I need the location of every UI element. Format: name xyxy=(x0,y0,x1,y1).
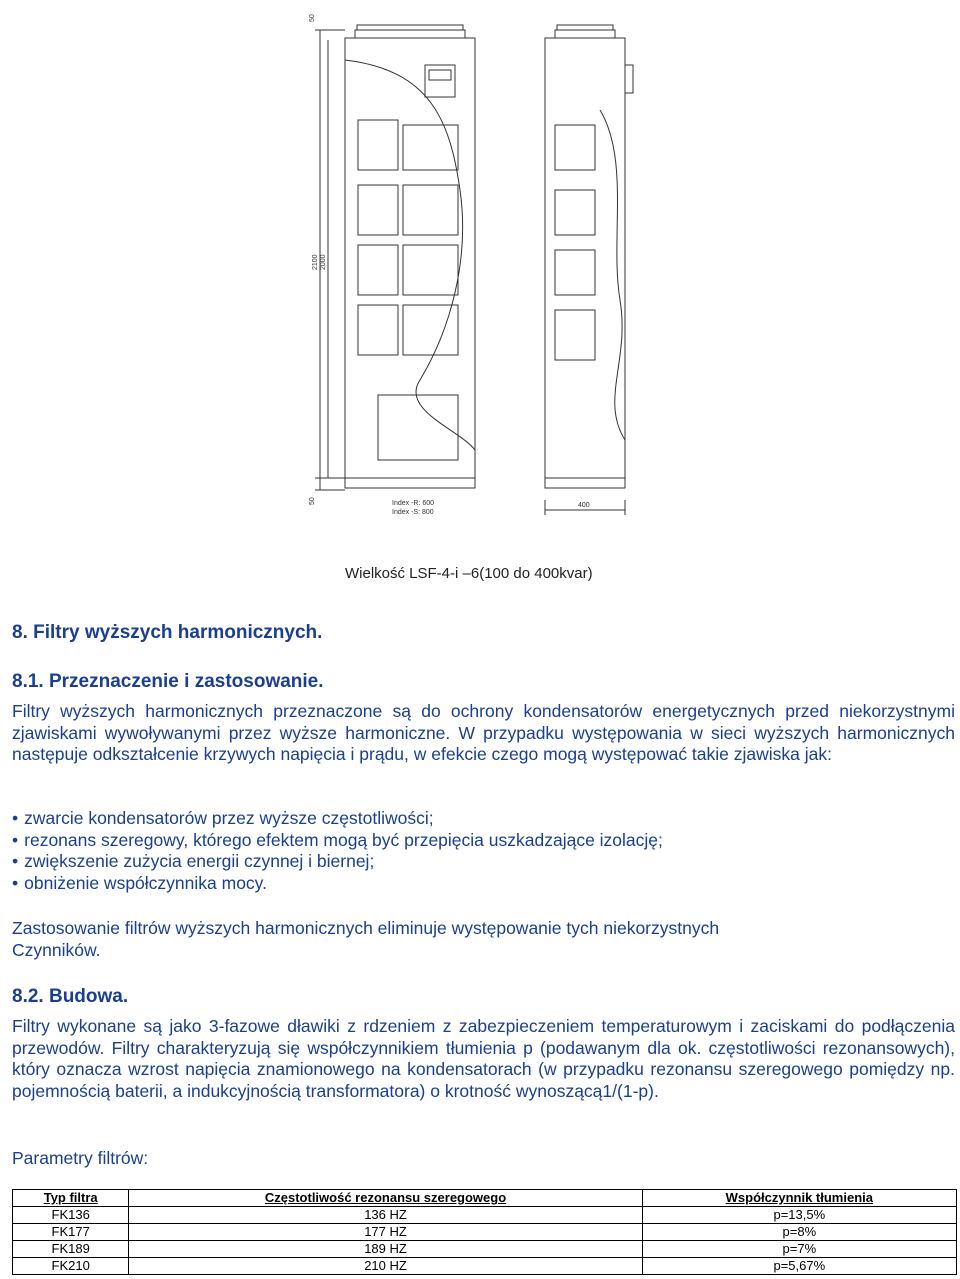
table-row xyxy=(13,1258,957,1275)
dim-height-outer-label: 2100 xyxy=(312,254,319,270)
table-row xyxy=(13,1241,957,1258)
cabinet-drawing xyxy=(300,0,670,590)
cell-frequency: 189 HZ xyxy=(129,1241,642,1258)
cell-type: FK177 xyxy=(13,1224,129,1241)
cell-frequency: 177 HZ xyxy=(129,1224,642,1241)
cell-damping: p=7% xyxy=(642,1241,956,1258)
cell-type: FK189 xyxy=(13,1241,129,1258)
cell-damping: p=13,5% xyxy=(642,1207,956,1224)
section-8-2-title: 8.2. Budowa. xyxy=(12,986,129,1007)
figure-caption: Wielkość LSF-4-i –6(100 do 400kvar) xyxy=(345,565,593,582)
index-r-label: Index -R: 600 xyxy=(392,500,435,507)
conclusion-line-1: Zastosowanie filtrów wyższych harmonicznych eliminuje występowanie tych niekorzystnych xyxy=(12,918,720,938)
dim-depth-label: 400 xyxy=(578,502,590,509)
cell-type: FK136 xyxy=(13,1207,129,1224)
cell-frequency: 136 HZ xyxy=(129,1207,642,1224)
section-8-2-body: Filtry wykonane są jako 3-fazowe dławiki z rdzeniem z zabezpieczeniem temperaturowym i zaciskami do podłączenia przewodów. Filtry charakteryzują się współczynnikiem tłumienia p (podawanym dla ok. częstotliwości rezonansowych), który oznacza wzrost napięcia znamionowego na kondensatorach (w przypadku rezonansu szeregowego pomiędzy np. pojemnością baterii, a indukcyjnością transformatora) o krotność wynoszącą1/(1-p). xyxy=(12,1016,955,1101)
list-item: • obniżenie współczynnika mocy. xyxy=(12,873,663,895)
list-item: • rezonans szeregowy, którego efektem mogą być przepięcia uszkadzające izolację; xyxy=(12,830,663,852)
dim-bottom-label: 50 xyxy=(309,497,316,505)
column-header-frequency: Częstotliwość rezonansu szeregowego xyxy=(129,1190,642,1207)
column-header-type: Typ filtra xyxy=(13,1190,129,1207)
params-label: Parametry filtrów: xyxy=(12,1148,149,1168)
cell-damping: p=8% xyxy=(642,1224,956,1241)
cell-frequency: 210 HZ xyxy=(129,1258,642,1275)
dim-height-inner-label: 2000 xyxy=(320,254,327,270)
effects-list xyxy=(12,808,663,894)
table-row xyxy=(13,1224,957,1241)
list-item: • zwarcie kondensatorów przez wyższe częstotliwości; xyxy=(12,808,663,830)
cell-damping: p=5,67% xyxy=(642,1258,956,1275)
filter-parameters-table xyxy=(12,1189,957,1275)
column-header-damping: Współczynnik tłumienia xyxy=(642,1190,956,1207)
table-row xyxy=(13,1207,957,1224)
cell-type: FK210 xyxy=(13,1258,129,1275)
section-8-title: 8. Filtry wyższych harmonicznych. xyxy=(12,622,323,643)
dim-top-label: 50 xyxy=(309,14,316,22)
index-s-label: Index -S: 800 xyxy=(392,509,434,516)
section-8-1-title: 8.1. Przeznaczenie i zastosowanie. xyxy=(12,671,324,692)
conclusion-line-2: Czynników. xyxy=(12,940,101,960)
list-item: • zwiększenie zużycia energii czynnej i biernej; xyxy=(12,851,663,873)
section-8-1-intro: Filtry wyższych harmonicznych przeznaczone są do ochrony kondensatorów energetycznych przed niekorzystnymi zjawiskami wywoływanymi przez wyższe harmoniczne. W przypadku występowania w sieci wyższych harmonicznych następuje odkształcenie krzywych napięcia i prądu, w efekcie czego mogą występować takie zjawiska jak: xyxy=(12,701,955,764)
table-header-row xyxy=(13,1190,957,1207)
